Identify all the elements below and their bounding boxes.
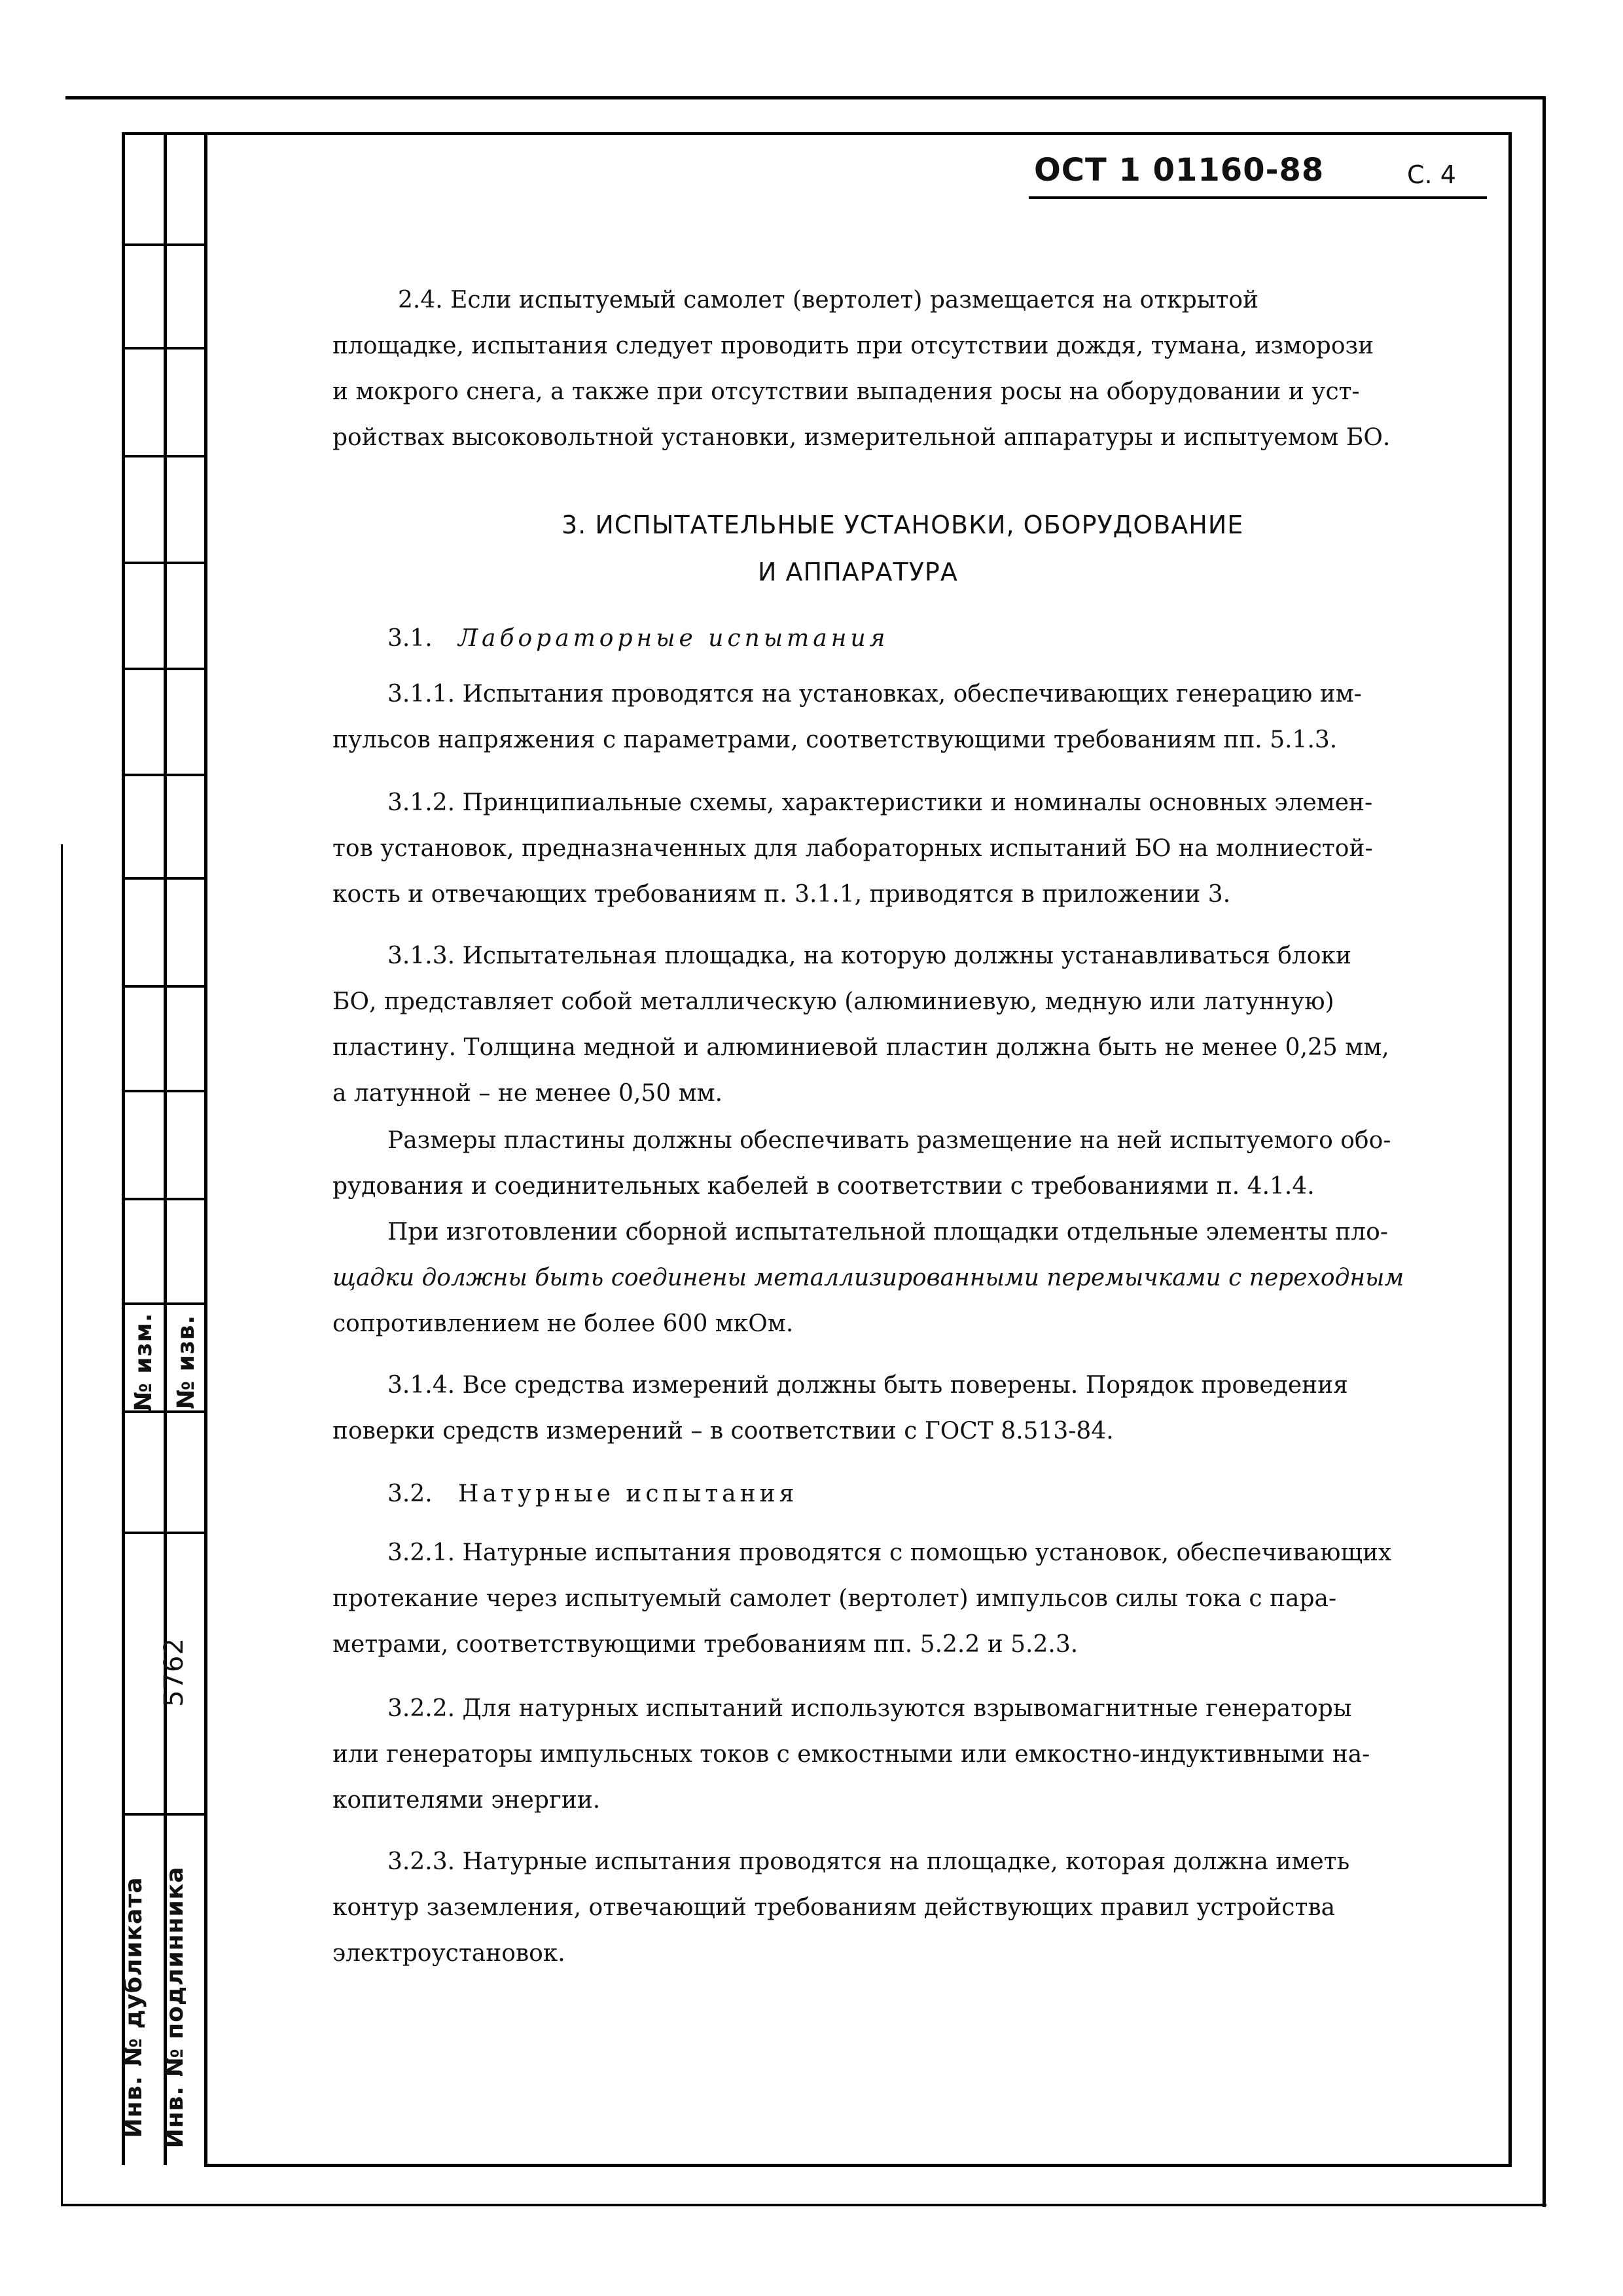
text-line: кость и отвечающих требованиям п. 3.1.1, приводятся в приложении 3. [332, 881, 1231, 908]
stamp-row-line [122, 562, 205, 564]
frame-left-outer-line [61, 844, 63, 2206]
frame-right-outer-line [1543, 96, 1546, 2207]
text-line: и мокрого снега, а также при отсутствии выпадения росы на оборудовании и уст- [332, 378, 1360, 405]
stamp-top-line [122, 132, 1509, 135]
text-line: а латунной – не менее 0,50 мм. [332, 1080, 723, 1107]
frame-top-line [65, 96, 1546, 99]
text-line: пульсов напряжения с параметрами, соответствующими требованиям пп. 5.1.3. [332, 726, 1338, 753]
inventory-original-label: Инв. № подлинника [162, 1866, 188, 2149]
change-number-label: № изм. [130, 1312, 157, 1412]
text-line: протекание через испытуемый самолет (вертолет) импульсов силы тока с пара- [332, 1585, 1337, 1612]
text-line: Размеры пластины должны обеспечивать размещение на ней испытуемого обо- [387, 1127, 1391, 1154]
text-line: сопротивлением не более 600 мкОм. [332, 1310, 794, 1337]
text-line: поверки средств измерений – в соответствии с ГОСТ 8.513-84. [332, 1418, 1114, 1444]
notice-number-label: № изв. [173, 1314, 200, 1410]
text-line: 3.1.2. Принципиальные схемы, характеристики и номиналы основных элемен- [387, 789, 1373, 816]
stamp-row-line [122, 877, 205, 880]
text-line: электроустановок. [332, 1940, 565, 1967]
page-number: С. 4 [1407, 160, 1456, 189]
text-line: контур заземления, отвечающий требованиям действующих правил устройства [332, 1894, 1336, 1921]
text-line: 3.2.3. Натурные испытания проводятся на площадке, которая должна иметь [387, 1848, 1350, 1875]
text-line: 3.1.3. Испытательная площадка, на которую должны устанавливаться блоки [387, 942, 1352, 969]
stamp-row-line [122, 1813, 205, 1816]
text-line: метрами, соответствующими требованиям пп. 5.2.2 и 5.2.3. [332, 1631, 1079, 1658]
text-line: 3.2.1. Натурные испытания проводятся с помощью установок, обеспечивающих [387, 1539, 1392, 1566]
text-line: ройствах высоковольтной установки, измерительной аппаратуры и испытуемом БО. [332, 424, 1391, 451]
stamp-row-line [122, 668, 205, 670]
stamp-col-line-3 [204, 132, 207, 2165]
original-inventory-number: 5762 [159, 1638, 189, 1707]
stamp-row-line [122, 774, 205, 776]
text-line: При изготовлении сборной испытательной площадки отдельные элементы пло- [387, 1219, 1388, 1246]
subsection-3-2-number: 3.2. [387, 1480, 433, 1507]
stamp-row-line [122, 1090, 205, 1092]
text-line: 3.2.2. Для натурных испытаний используются взрывомагнитные генераторы [387, 1695, 1352, 1722]
subsection-3-2-heading: Натурные испытания [458, 1480, 798, 1507]
stamp-row-line [122, 1198, 205, 1200]
document-number: ОСТ 1 01160-88 [1034, 152, 1325, 188]
text-line: или генераторы импульсных токов с емкостными или емкостно-индуктивными на- [332, 1741, 1370, 1768]
text-line: тов установок, предназначенных для лабораторных испытаний БО на молниестой- [332, 835, 1373, 862]
text-line: 3.1.4. Все средства измерений должны быть поверены. Порядок проведения [387, 1372, 1348, 1399]
frame-right-inner-line [1508, 132, 1512, 2166]
header-rule [1029, 196, 1487, 199]
subsection-3-1-heading: Лабораторные испытания [458, 625, 889, 652]
section-title-line: И АППАРАТУРА [758, 558, 958, 586]
inventory-duplicate-label: Инв. № дубликата [120, 1876, 147, 2138]
text-line: копителями энергии. [332, 1787, 601, 1814]
stamp-row-line [122, 455, 205, 457]
text-line: БО, представляет собой металлическую (алюминиевую, медную или латунную) [332, 988, 1334, 1015]
text-line: пластину. Толщина медной и алюминиевой пластин должна быть не менее 0,25 мм, [332, 1034, 1389, 1061]
stamp-row-line [122, 1532, 205, 1534]
text-line: щадки должны быть соединены металлизированными перемычками с переходным [332, 1265, 1404, 1291]
text-line: рудования и соединительных кабелей в соответствии с требованиями п. 4.1.4. [332, 1173, 1315, 1200]
text-line: 2.4. Если испытуемый самолет (вертолет) размещается на открытой [398, 287, 1259, 314]
stamp-row-line [122, 243, 205, 246]
stamp-row-line [122, 347, 205, 350]
text-line: 3.1.1. Испытания проводятся на установках, обеспечивающих генерацию им- [387, 681, 1362, 708]
section-title-line: 3. ИСПЫТАТЕЛЬНЫЕ УСТАНОВКИ, ОБОРУДОВАНИЕ [562, 511, 1244, 539]
stamp-row-line [122, 985, 205, 988]
frame-bottom-outer-line [61, 2204, 1546, 2206]
subsection-3-1-number: 3.1. [387, 625, 433, 652]
frame-bottom-inner-line [204, 2164, 1512, 2167]
text-line: площадке, испытания следует проводить при отсутствии дождя, тумана, изморози [332, 332, 1374, 359]
